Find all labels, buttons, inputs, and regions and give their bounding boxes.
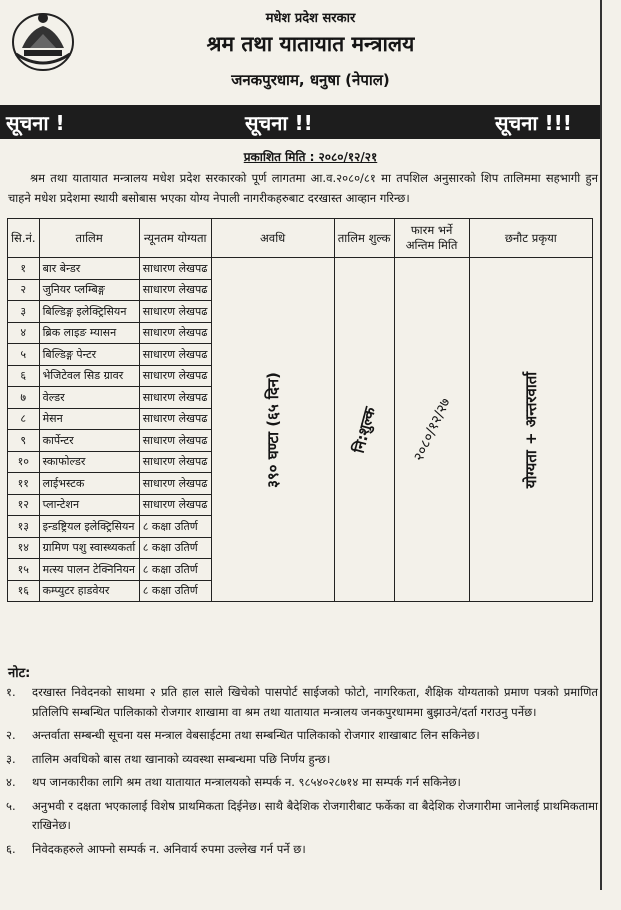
row-training: मत्स्य पालन टेक्निनियन [39, 559, 139, 581]
note-text: थप जानकारीका लागि श्रम तथा यातायात मन्त्रालयको सम्पर्क न. ९८५४०२८७१४ मा सम्पर्क गर्न सकिनेछ। [32, 775, 461, 789]
header-deadline: फारम भर्ने अन्तिम मिति [394, 219, 469, 258]
deadline-cell [394, 258, 469, 602]
header-training: तालिम [39, 219, 139, 258]
row-sn: २ [8, 279, 40, 301]
banner-text-left: सूचना ! [6, 111, 65, 135]
fee-cell [334, 258, 394, 602]
fee-value: नि:शुल्क [349, 404, 379, 455]
training-table [7, 218, 593, 602]
row-qualification: ८ कक्षा उतिर्ण [139, 580, 211, 602]
row-sn: १४ [8, 537, 40, 559]
row-sn: १ [8, 258, 40, 280]
row-qualification: साधारण लेखपढ [139, 322, 211, 344]
note-item [6, 797, 598, 836]
row-qualification: ८ कक्षा उतिर्ण [139, 559, 211, 581]
row-training: ग्रामिण पशु स्वास्थ्यकर्ता [39, 537, 139, 559]
row-sn: ९ [8, 430, 40, 452]
ministry-title: श्रम तथा यातायात मन्त्रालय [206, 32, 415, 56]
note-number: १. [6, 685, 16, 699]
header-fee: तालिम शुल्क [334, 219, 394, 258]
note-number: २. [6, 728, 16, 742]
header-qualification: न्यूनतम योग्यता [139, 219, 211, 258]
row-training: भेजिटेवल सिड ग्रावर [39, 365, 139, 387]
table-row [8, 258, 593, 280]
note-text: अनुभवी र दक्षता भएकालाई विशेष प्राथमिकता दिईनेछ। साथै बैदेशिक रोजगारीबाट फर्केका वा बैदेशिक रोजगारीमा जानेलाई प्राथमिकतामा राखिनेछ। [32, 798, 598, 832]
note-number: ६. [6, 841, 16, 856]
row-sn: ४ [8, 322, 40, 344]
row-training: वेल्डर [39, 387, 139, 409]
note-item [6, 840, 598, 860]
row-sn: ५ [8, 344, 40, 366]
row-training: कम्प्युटर हाडवेयर [39, 580, 139, 602]
banner-text-center: सूचना !! [245, 111, 313, 135]
note-number: ४. [6, 775, 16, 789]
row-qualification: साधारण लेखपढ [139, 494, 211, 516]
row-qualification: साधारण लेखपढ [139, 279, 211, 301]
note-text: निवेदकहरुले आफ्नो सम्पर्क न. अनिवार्य रुपमा उल्लेख गर्न पर्ने छ। [32, 841, 306, 856]
row-qualification: साधारण लेखपढ [139, 451, 211, 473]
row-training: लाईभस्टक [39, 473, 139, 495]
row-qualification: ८ कक्षा उतिर्ण [139, 516, 211, 538]
published-date: प्रकाशित मिति : २०८०/१२/२१ [243, 150, 378, 164]
row-qualification: साधारण लेखपढ [139, 301, 211, 323]
note-item [6, 726, 598, 746]
duration-value: ३९० घण्टा (६५ दिन) [263, 371, 282, 488]
row-qualification: साधारण लेखपढ [139, 408, 211, 430]
note-text: अन्तर्वाता सम्बन्धी सूचना यस मन्त्राल वेबसाईटमा तथा सम्बन्धित पालिकाको रोजगार शाखाबाट लिन सकिनेछ। [32, 728, 480, 742]
duration-cell [211, 258, 334, 602]
note-number: ३. [6, 751, 16, 766]
row-sn: ३ [8, 301, 40, 323]
note-item [6, 683, 598, 722]
row-training: मेसन [39, 408, 139, 430]
notice-banner [0, 105, 600, 139]
row-training: जुनियर प्लम्बिङ्ग [39, 279, 139, 301]
row-qualification: साधारण लेखपढ [139, 473, 211, 495]
note-item [6, 750, 598, 770]
row-sn: १५ [8, 559, 40, 581]
row-sn: १० [8, 451, 40, 473]
notes-title: नोट: [8, 666, 31, 681]
row-sn: १६ [8, 580, 40, 602]
notes-list [6, 683, 598, 863]
header-sn: सि.नं. [8, 219, 40, 258]
row-sn: १२ [8, 494, 40, 516]
row-sn: ८ [8, 408, 40, 430]
row-training: इन्डष्ट्रियल इलेक्ट्रिसियन [39, 516, 139, 538]
row-training: प्लान्टेशन [39, 494, 139, 516]
row-qualification: साधारण लेखपढ [139, 258, 211, 280]
row-sn: ११ [8, 473, 40, 495]
row-training: कार्पेन्टर [39, 430, 139, 452]
row-training: बिल्डिङ्ग पेन्टर [39, 344, 139, 366]
header-selection: छनौट प्रकृया [469, 219, 592, 258]
row-qualification: साधारण लेखपढ [139, 344, 211, 366]
note-item [6, 773, 598, 793]
row-training: ब्रिक लाइङ म्यासन [39, 322, 139, 344]
row-sn: ६ [8, 365, 40, 387]
banner-text-right: सूचना !!! [495, 111, 572, 135]
row-qualification: साधारण लेखपढ [139, 387, 211, 409]
intro-paragraph: श्रम तथा यातायात मन्त्रालय मधेश प्रदेश सरकारको पूर्ण लागतमा आ.व.२०८०/८१ मा तपशिल अनुसारको शिप तालिममा सहभागी हुन चाहने मधेश प्रदेशमा स्थायी बसोबास भएका योग्य नेपाली नागरीकहरुबाट दरखास्त आव्हान गरिन्छ। [8, 171, 598, 205]
province-government-title: मधेश प्रदेश सरकार [265, 11, 356, 26]
row-qualification: ८ कक्षा उतिर्ण [139, 537, 211, 559]
row-training: स्काफोल्डर [39, 451, 139, 473]
note-text: तालिम अवधिको बास तथा खानाको व्यवस्था सम्बन्धमा पछि निर्णय हुन्छ। [32, 751, 331, 766]
row-qualification: साधारण लेखपढ [139, 430, 211, 452]
note-text: दरखास्त निवेदनको साथमा २ प्रति हाल साले खिचेको पासपोर्ट साईजको फोटो, नागरिकता, शैक्षिक योग्यताको प्रमाण पत्रको प्रमाणित प्रतिलिपि सम्बन्धित पालिकाको रोजगार शाखामा वा श्रम तथा यातायात मन्त्रालय जनकपुरधाममा बुझाउने/दर्ता गराउनु पर्नेछ। [32, 685, 598, 719]
selection-value: योग्यता + अन्तरवार्ता [521, 371, 540, 488]
deadline-value: २०८०/१२/२७ [410, 395, 454, 464]
row-training: बार बेन्डर [39, 258, 139, 280]
row-sn: १३ [8, 516, 40, 538]
page-border-right [600, 0, 602, 890]
selection-cell [469, 258, 592, 602]
row-training: बिल्डिङ्ग इलेक्ट्रिसियन [39, 301, 139, 323]
table-header-row [8, 219, 593, 258]
ministry-address: जनकपुरधाम, धनुषा (नेपाल) [231, 71, 390, 89]
row-sn: ७ [8, 387, 40, 409]
note-number: ५. [6, 798, 16, 813]
header-duration: अवधि [211, 219, 334, 258]
row-qualification: साधारण लेखपढ [139, 365, 211, 387]
